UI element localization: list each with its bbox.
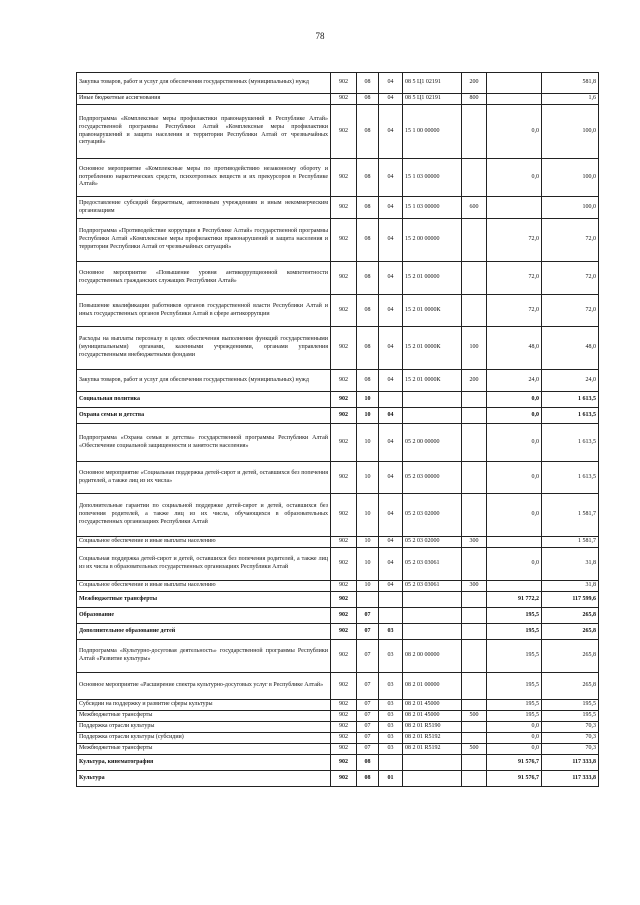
amount-first: 91 576,7: [487, 771, 542, 787]
ved-code: 902: [331, 624, 357, 640]
subsection-code: [379, 592, 403, 608]
ved-code: 902: [331, 592, 357, 608]
section-code: 10: [357, 581, 379, 592]
ved-code: 902: [331, 537, 357, 548]
subsection-code: 04: [379, 408, 403, 424]
ved-code: 902: [331, 197, 357, 219]
expense-type-code: [462, 608, 487, 624]
ved-code: 902: [331, 392, 357, 408]
table-row: [77, 722, 599, 733]
section-code: 10: [357, 537, 379, 548]
target-article-code: 15 2 01 00000: [403, 262, 462, 295]
amount-second: 70,3: [542, 722, 599, 733]
expense-type-code: [462, 494, 487, 537]
expense-type-code: [462, 392, 487, 408]
ved-code: 902: [331, 295, 357, 327]
item-name: Культура: [77, 771, 331, 787]
item-name: Социальное обеспечение и иные выплаты населению: [77, 581, 331, 592]
amount-second: 100,0: [542, 159, 599, 197]
item-name: Расходы на выплаты персоналу в целях обеспечения выполнения функций государственными (муниципальными) органами, казенными учреждениями, органами управления государственными внебюджетными фондами: [77, 327, 331, 370]
table-row: [77, 711, 599, 722]
ved-code: 902: [331, 73, 357, 94]
section-code: 07: [357, 673, 379, 700]
amount-second: 1 613,5: [542, 462, 599, 494]
amount-second: 24,0: [542, 370, 599, 392]
item-name: Дополнительное образование детей: [77, 624, 331, 640]
target-article-code: 08 2 01 45000: [403, 711, 462, 722]
amount-second: 265,8: [542, 673, 599, 700]
subsection-code: 04: [379, 327, 403, 370]
item-name: Основное мероприятие «Социальная поддержка детей-сирот и детей, оставшихся без попечения родителей, а также лиц из их числа»: [77, 462, 331, 494]
item-name: Иные бюджетные ассигнования: [77, 94, 331, 105]
target-article-code: [403, 755, 462, 771]
subsection-code: 03: [379, 624, 403, 640]
amount-first: 24,0: [487, 370, 542, 392]
table-row: [77, 771, 599, 787]
amount-second: 48,0: [542, 327, 599, 370]
ved-code: 902: [331, 105, 357, 159]
amount-first: 195,5: [487, 673, 542, 700]
amount-second: 72,0: [542, 295, 599, 327]
amount-first: [487, 73, 542, 94]
item-name: Закупка товаров, работ и услуг для обеспечения государственных (муниципальных) нужд: [77, 73, 331, 94]
section-code: 08: [357, 771, 379, 787]
subsection-code: 04: [379, 197, 403, 219]
target-article-code: 05 2 03 03061: [403, 548, 462, 581]
amount-second: 1 613,5: [542, 408, 599, 424]
expense-type-code: [462, 295, 487, 327]
amount-second: 31,8: [542, 581, 599, 592]
table-row: [77, 624, 599, 640]
amount-first: 72,0: [487, 262, 542, 295]
expense-type-code: [462, 722, 487, 733]
section-code: 07: [357, 711, 379, 722]
section-code: [357, 592, 379, 608]
target-article-code: [403, 771, 462, 787]
ved-code: 902: [331, 640, 357, 673]
expense-type-code: 100: [462, 327, 487, 370]
amount-first: 0,0: [487, 424, 542, 462]
expense-type-code: [462, 548, 487, 581]
expense-type-code: 300: [462, 537, 487, 548]
table-row: [77, 327, 599, 370]
amount-second: 581,8: [542, 73, 599, 94]
subsection-code: 04: [379, 548, 403, 581]
item-name: Подпрограмма «Противодействие коррупции в Республике Алтай» государственной программы Республики Алтай «Комплексные меры профилактики правонарушений и защита населения и территории Республики Алтай от чрезвычайных ситуаций»: [77, 219, 331, 262]
table-row: [77, 94, 599, 105]
amount-second: 100,0: [542, 197, 599, 219]
table-row: [77, 262, 599, 295]
ved-code: 902: [331, 219, 357, 262]
table-row: [77, 424, 599, 462]
amount-first: 0,0: [487, 105, 542, 159]
amount-second: 72,0: [542, 262, 599, 295]
amount-first: 0,0: [487, 408, 542, 424]
table-row: [77, 219, 599, 262]
table-row: [77, 73, 599, 94]
subsection-code: 03: [379, 640, 403, 673]
ved-code: 902: [331, 327, 357, 370]
expense-type-code: 200: [462, 370, 487, 392]
ved-code: 902: [331, 700, 357, 711]
amount-first: 195,5: [487, 608, 542, 624]
amount-second: 70,3: [542, 733, 599, 744]
item-name: Межбюджетные трансферты: [77, 744, 331, 755]
table-row: [77, 370, 599, 392]
target-article-code: 15 2 01 0000К: [403, 370, 462, 392]
expense-type-code: [462, 462, 487, 494]
item-name: Предоставление субсидий бюджетным, автономным учреждениям и иным некоммерческим организациям: [77, 197, 331, 219]
amount-second: 195,5: [542, 711, 599, 722]
table-row: [77, 608, 599, 624]
expense-type-code: [462, 105, 487, 159]
subsection-code: 04: [379, 581, 403, 592]
item-name: Подпрограмма «Охрана семьи и детства» государственной программы Республики Алтай «Обеспечение социальной защищенности и занятости населения»: [77, 424, 331, 462]
subsection-code: 04: [379, 94, 403, 105]
ved-code: 902: [331, 771, 357, 787]
amount-first: 195,5: [487, 700, 542, 711]
subsection-code: 03: [379, 711, 403, 722]
amount-second: 265,8: [542, 608, 599, 624]
ved-code: 902: [331, 262, 357, 295]
ved-code: 902: [331, 581, 357, 592]
amount-first: 0,0: [487, 392, 542, 408]
table-row: [77, 673, 599, 700]
table-row: [77, 408, 599, 424]
target-article-code: 08 2 01 45000: [403, 700, 462, 711]
expense-type-code: [462, 733, 487, 744]
table-row: [77, 640, 599, 673]
target-article-code: 08 2 00 00000: [403, 640, 462, 673]
section-code: 08: [357, 94, 379, 105]
section-code: 08: [357, 105, 379, 159]
table-row: [77, 744, 599, 755]
table-row: [77, 581, 599, 592]
section-code: 10: [357, 462, 379, 494]
item-name: Социальная поддержка детей-сирот и детей, оставшихся без попечения родителей, а также лиц из их числа в образовательных государственных организациях Республики Алтай: [77, 548, 331, 581]
table-row: [77, 537, 599, 548]
table-row: [77, 295, 599, 327]
ved-code: 902: [331, 408, 357, 424]
target-article-code: 05 2 03 02000: [403, 494, 462, 537]
table-row: [77, 700, 599, 711]
target-article-code: 08 2 01 R5192: [403, 733, 462, 744]
amount-first: 0,0: [487, 159, 542, 197]
section-code: 08: [357, 755, 379, 771]
amount-first: 195,5: [487, 711, 542, 722]
ved-code: 902: [331, 548, 357, 581]
ved-code: 902: [331, 733, 357, 744]
section-code: 08: [357, 327, 379, 370]
section-code: 08: [357, 370, 379, 392]
amount-first: 91 576,7: [487, 755, 542, 771]
ved-code: 902: [331, 94, 357, 105]
table-row: [77, 462, 599, 494]
amount-first: 0,0: [487, 462, 542, 494]
amount-first: [487, 94, 542, 105]
item-name: Подпрограмма «Комплексные меры профилактики правонарушений в Республике Алтай» государственной программы Республики Алтай «Комплексные меры профилактики правонарушений и защита населения и территории Республики Алтай от чрезвычайных ситуаций»: [77, 105, 331, 159]
amount-first: [487, 197, 542, 219]
item-name: Основное мероприятие «Повышение уровня антикоррупционной компетентности государственных гражданских служащих Республики Алтай»: [77, 262, 331, 295]
subsection-code: 03: [379, 733, 403, 744]
expense-type-code: [462, 755, 487, 771]
expense-type-code: [462, 262, 487, 295]
expense-type-code: [462, 640, 487, 673]
table-row: [77, 494, 599, 537]
amount-second: 70,3: [542, 744, 599, 755]
target-article-code: 08 2 01 R5192: [403, 744, 462, 755]
subsection-code: 04: [379, 462, 403, 494]
amount-second: 117 599,6: [542, 592, 599, 608]
table-row: [77, 159, 599, 197]
amount-first: [487, 581, 542, 592]
subsection-code: 04: [379, 494, 403, 537]
section-code: 07: [357, 700, 379, 711]
target-article-code: [403, 608, 462, 624]
section-code: 07: [357, 722, 379, 733]
table-row: [77, 197, 599, 219]
target-article-code: 08 2 01 R5190: [403, 722, 462, 733]
expense-type-code: 600: [462, 197, 487, 219]
section-code: 08: [357, 219, 379, 262]
amount-second: 72,0: [542, 219, 599, 262]
amount-second: 117 333,8: [542, 771, 599, 787]
amount-first: [487, 537, 542, 548]
target-article-code: [403, 592, 462, 608]
ved-code: 902: [331, 755, 357, 771]
amount-second: 1 581,7: [542, 494, 599, 537]
item-name: Образование: [77, 608, 331, 624]
amount-first: 91 772,2: [487, 592, 542, 608]
amount-second: 1 613,5: [542, 424, 599, 462]
item-name: Основное мероприятие «Расширение спектра культурно-досуговых услуг в Республике Алтай»: [77, 673, 331, 700]
subsection-code: 01: [379, 771, 403, 787]
amount-second: 265,8: [542, 640, 599, 673]
amount-second: 1 613,5: [542, 392, 599, 408]
subsection-code: 03: [379, 744, 403, 755]
amount-first: 0,0: [487, 548, 542, 581]
target-article-code: 15 2 00 00000: [403, 219, 462, 262]
target-article-code: 15 2 01 0000К: [403, 327, 462, 370]
subsection-code: 04: [379, 370, 403, 392]
target-article-code: 05 2 03 03061: [403, 581, 462, 592]
item-name: Социальное обеспечение и иные выплаты населению: [77, 537, 331, 548]
section-code: 10: [357, 392, 379, 408]
item-name: Социальная политика: [77, 392, 331, 408]
section-code: 07: [357, 624, 379, 640]
subsection-code: 04: [379, 219, 403, 262]
ved-code: 902: [331, 424, 357, 462]
expense-type-code: [462, 159, 487, 197]
table-row: [77, 592, 599, 608]
item-name: Межбюджетные трансферты: [77, 592, 331, 608]
target-article-code: [403, 392, 462, 408]
ved-code: 902: [331, 370, 357, 392]
expense-type-code: 800: [462, 94, 487, 105]
subsection-code: 04: [379, 105, 403, 159]
ved-code: 902: [331, 711, 357, 722]
target-article-code: 15 1 03 00000: [403, 197, 462, 219]
amount-first: 195,5: [487, 640, 542, 673]
subsection-code: 04: [379, 424, 403, 462]
amount-second: 1,6: [542, 94, 599, 105]
table-row: [77, 755, 599, 771]
subsection-code: 03: [379, 700, 403, 711]
expense-type-code: 500: [462, 744, 487, 755]
item-name: Повышение квалификации работников органов государственной власти Республики Алтай и иных государственных органов Республики Алтай в сфере антикоррупции: [77, 295, 331, 327]
expense-type-code: [462, 624, 487, 640]
table-body: [77, 73, 599, 787]
ved-code: 902: [331, 494, 357, 537]
amount-second: 1 581,7: [542, 537, 599, 548]
item-name: Поддержка отрасли культуры (субсидии): [77, 733, 331, 744]
amount-first: 72,0: [487, 219, 542, 262]
table-row: [77, 105, 599, 159]
expense-type-code: [462, 408, 487, 424]
subsection-code: 04: [379, 295, 403, 327]
ved-code: 902: [331, 159, 357, 197]
section-code: 10: [357, 494, 379, 537]
amount-first: 0,0: [487, 494, 542, 537]
expense-type-code: [462, 700, 487, 711]
ved-code: 902: [331, 608, 357, 624]
section-code: 08: [357, 262, 379, 295]
target-article-code: 05 2 03 02000: [403, 537, 462, 548]
item-name: Основное мероприятие «Комплексные меры по противодействию незаконному обороту и потреблению наркотических средств, психотропных веществ и их прекурсоров в Республике Алтай»: [77, 159, 331, 197]
budget-table: [76, 72, 599, 787]
item-name: Субсидии на поддержку и развитие сферы культуры: [77, 700, 331, 711]
section-code: 07: [357, 744, 379, 755]
expense-type-code: 300: [462, 581, 487, 592]
subsection-code: 04: [379, 262, 403, 295]
amount-second: 100,0: [542, 105, 599, 159]
amount-second: 31,8: [542, 548, 599, 581]
target-article-code: 08 5 Ц1 02191: [403, 94, 462, 105]
subsection-code: 03: [379, 722, 403, 733]
expense-type-code: [462, 219, 487, 262]
section-code: 07: [357, 608, 379, 624]
ved-code: 902: [331, 673, 357, 700]
amount-second: 195,5: [542, 700, 599, 711]
amount-second: 117 333,8: [542, 755, 599, 771]
item-name: Поддержка отрасли культуры: [77, 722, 331, 733]
subsection-code: 03: [379, 673, 403, 700]
target-article-code: 08 5 Ц1 02191: [403, 73, 462, 94]
expense-type-code: [462, 673, 487, 700]
section-code: 10: [357, 424, 379, 462]
target-article-code: 05 2 03 00000: [403, 462, 462, 494]
section-code: 08: [357, 159, 379, 197]
section-code: 07: [357, 640, 379, 673]
item-name: Подпрограмма «Культурно-досуговая деятельность» государственной программы Республики Алтай «Развитие культуры»: [77, 640, 331, 673]
item-name: Межбюджетные трансферты: [77, 711, 331, 722]
subsection-code: 04: [379, 159, 403, 197]
section-code: 10: [357, 408, 379, 424]
subsection-code: 04: [379, 73, 403, 94]
target-article-code: 15 1 00 00000: [403, 105, 462, 159]
target-article-code: [403, 408, 462, 424]
target-article-code: 08 2 01 00000: [403, 673, 462, 700]
amount-first: 0,0: [487, 733, 542, 744]
expense-type-code: [462, 771, 487, 787]
ved-code: 902: [331, 462, 357, 494]
amount-first: 0,0: [487, 722, 542, 733]
item-name: Культура, кинематография: [77, 755, 331, 771]
subsection-code: [379, 608, 403, 624]
subsection-code: 04: [379, 537, 403, 548]
target-article-code: 05 2 00 00000: [403, 424, 462, 462]
item-name: Охрана семьи и детства: [77, 408, 331, 424]
section-code: 08: [357, 73, 379, 94]
item-name: Дополнительные гарантии по социальной поддержке детей-сирот и детей, оставшихся без попечения родителей, а также лиц из их числа, обучающихся в образовательных государственных организациях Республики Алтай: [77, 494, 331, 537]
amount-first: 48,0: [487, 327, 542, 370]
subsection-code: [379, 755, 403, 771]
target-article-code: [403, 624, 462, 640]
amount-first: 72,0: [487, 295, 542, 327]
item-name: Закупка товаров, работ и услуг для обеспечения государственных (муниципальных) нужд: [77, 370, 331, 392]
subsection-code: [379, 392, 403, 408]
section-code: 10: [357, 548, 379, 581]
ved-code: 902: [331, 744, 357, 755]
expense-type-code: [462, 592, 487, 608]
page-number: 78: [315, 31, 325, 41]
amount-second: 265,8: [542, 624, 599, 640]
amount-first: 195,5: [487, 624, 542, 640]
target-article-code: 15 1 03 00000: [403, 159, 462, 197]
expense-type-code: [462, 424, 487, 462]
target-article-code: 15 2 01 0000К: [403, 295, 462, 327]
ved-code: 902: [331, 722, 357, 733]
table-row: [77, 392, 599, 408]
section-code: 08: [357, 197, 379, 219]
table-row: [77, 548, 599, 581]
section-code: 08: [357, 295, 379, 327]
expense-type-code: 500: [462, 711, 487, 722]
amount-first: 0,0: [487, 744, 542, 755]
table-row: [77, 733, 599, 744]
section-code: 07: [357, 733, 379, 744]
expense-type-code: 200: [462, 73, 487, 94]
